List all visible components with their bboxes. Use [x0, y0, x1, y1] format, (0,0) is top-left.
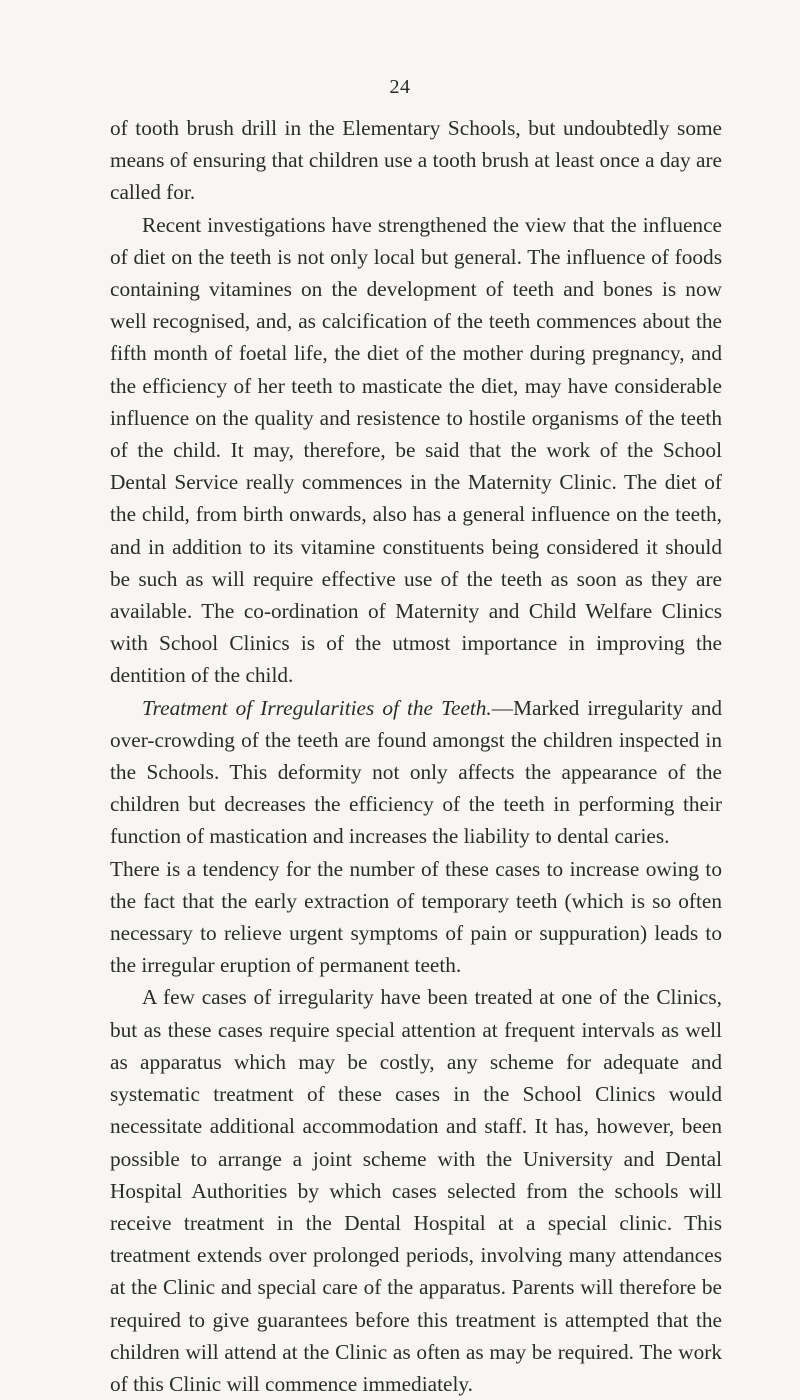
paragraph-tendency: There is a tendency for the number of these cases to increase owing to the fact that the early extraction of temporary teeth (which is so often necessary to relieve urgent symptoms of pain or suppuration) leads to the irregular eruption of permanent teeth. — [110, 856, 722, 978]
paragraph-treatment-scheme: A few cases of irregularity have been treated at one of the Clinics, but as these cases require special attention at frequent intervals as well as apparatus which may be costly, any scheme for adequate and systematic treatment of these cases in the School Clinics would necessitate additional accommodation and staff. It has, however, been possible to arrange a joint scheme with the University and Dental Hospital Authorities by which cases selected from the schools will receive treatment in the Dental Hospital at a special clinic. This treatment extends over prolonged periods, involving many attendances at the Clinic and special care of the apparatus. Parents will therefore be required to give guarantees before this treatment is attempted that the children will attend at the Clinic as often as may be required. The work of this Clinic will commence immediately. — [110, 985, 722, 1396]
section-heading-irregularities: Treatment of Irregularities of the Teeth. — [142, 695, 492, 720]
paragraph-irregularities-text: —Marked irregularity and over-crowding of the teeth are found amongst the children inspected in the Schools. This deformity not only affects the appearance of the children but decreases the efficiency of the teeth in performing their function of mastication and increases the liability to dental caries. — [110, 695, 722, 849]
paragraph-diet-influence: Recent investigations have strengthened the view that the influence of diet on the teeth is not only local but general. The influence of foods containing vitamines on the development of teeth and bones is now well recognised, and, as calcification of the teeth commences about the fifth month of foetal life, the diet of the mother during pregnancy, and the efficiency of her teeth to masticate the diet, may have considerable influence on the quality and resistence to hostile organisms of the teeth of the child. It may, therefore, be said that the work of the School Dental Service really commences in the Maternity Clinic. The diet of the child, from birth onwards, also has a general influence on the teeth, and in addition to its vitamine constituents being considered it should be such as will require effective use of the teeth as soon as they are available. The co-ordination of Maternity and Child Welfare Clinics with School Clinics is of the utmost importance in improving the dentition of the child. — [110, 212, 722, 688]
body-text — [110, 112, 722, 1400]
paragraph-continuation: of tooth brush drill in the Elementary Schools, but undoubtedly some means of ensuring that children use a tooth brush at least once a day are called for. — [110, 116, 722, 205]
page-number: 24 — [389, 76, 411, 98]
paragraph-irregularities — [110, 692, 722, 853]
